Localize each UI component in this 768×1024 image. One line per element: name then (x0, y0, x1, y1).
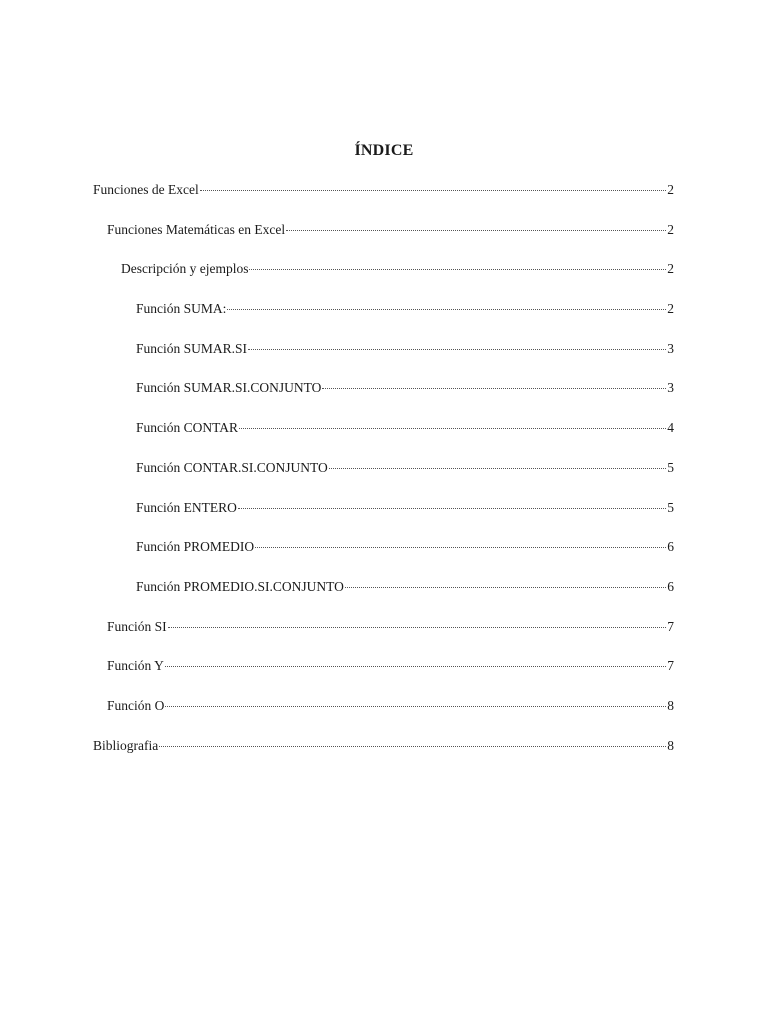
toc-entry[interactable] (93, 533, 674, 573)
toc-entry-label: Función SUMAR.SI (136, 340, 248, 356)
toc-entry-page: 6 (667, 539, 674, 555)
toc-entry[interactable] (93, 613, 674, 653)
toc-dot-leader (227, 309, 666, 310)
toc-dot-leader (286, 230, 666, 231)
toc-entry[interactable] (93, 454, 674, 494)
toc-entry-label: Función PROMEDIO (136, 539, 255, 555)
toc-dot-leader (165, 706, 666, 707)
toc-entry-label: Función PROMEDIO.SI.CONJUNTO (136, 578, 344, 594)
toc-entry-page: 7 (667, 658, 674, 674)
toc-dot-leader (322, 388, 666, 389)
toc-entry-page: 5 (667, 459, 674, 475)
toc-entry[interactable] (93, 494, 674, 534)
toc-entry-page: 3 (667, 340, 674, 356)
toc-entry-page: 4 (667, 420, 674, 436)
toc-entry-label: Función SUMAR.SI.CONJUNTO (136, 380, 322, 396)
toc-entry-page: 2 (667, 261, 674, 277)
toc-entry-page: 3 (667, 380, 674, 396)
toc-entry-label: Función Y (107, 658, 164, 674)
toc-entry[interactable] (93, 573, 674, 613)
toc-dot-leader (168, 627, 667, 628)
toc-dot-leader (200, 190, 667, 191)
toc-entry-page: 5 (667, 499, 674, 515)
toc-entry-label: Función CONTAR.SI.CONJUNTO (136, 459, 328, 475)
toc-entry-label: Función ENTERO (136, 499, 237, 515)
toc-entry-label: Función O (107, 697, 165, 713)
toc-entry[interactable] (93, 216, 674, 256)
toc-entry[interactable] (93, 255, 674, 295)
toc-list (93, 176, 674, 771)
toc-entry-page: 8 (667, 697, 674, 713)
toc-entry[interactable] (93, 414, 674, 454)
toc-entry[interactable] (93, 692, 674, 732)
toc-entry-label: Función CONTAR (136, 420, 239, 436)
toc-entry-page: 2 (667, 221, 674, 237)
toc-dot-leader (165, 666, 666, 667)
toc-dot-leader (159, 746, 666, 747)
toc-dot-leader (238, 508, 666, 509)
toc-entry-label: Función SI (107, 618, 167, 634)
toc-entry-page: 2 (667, 301, 674, 317)
toc-dot-leader (329, 468, 666, 469)
toc-entry-label: Bibliografia (93, 737, 159, 753)
toc-dot-leader (255, 547, 666, 548)
toc-entry[interactable] (93, 176, 674, 216)
toc-entry-label: Función SUMA: (136, 301, 227, 317)
toc-entry-page: 8 (667, 737, 674, 753)
toc-entry[interactable] (93, 374, 674, 414)
toc-dot-leader (345, 587, 666, 588)
toc-title: ÍNDICE (354, 142, 414, 159)
toc-entry-label: Funciones de Excel (93, 182, 199, 197)
toc-entry-label: Descripción y ejemplos (121, 261, 249, 277)
toc-dot-leader (249, 269, 666, 270)
toc-entry[interactable] (93, 732, 674, 772)
toc-entry-label: Funciones Matemáticas en Excel (107, 221, 286, 237)
toc-entry[interactable] (93, 652, 674, 692)
toc-entry[interactable] (93, 295, 674, 335)
toc-entry-page: 7 (667, 618, 674, 634)
toc-entry-page: 6 (667, 578, 674, 594)
toc-entry[interactable] (93, 335, 674, 375)
toc-dot-leader (239, 428, 666, 429)
toc-entry-page: 2 (667, 182, 674, 197)
toc-dot-leader (248, 349, 666, 350)
